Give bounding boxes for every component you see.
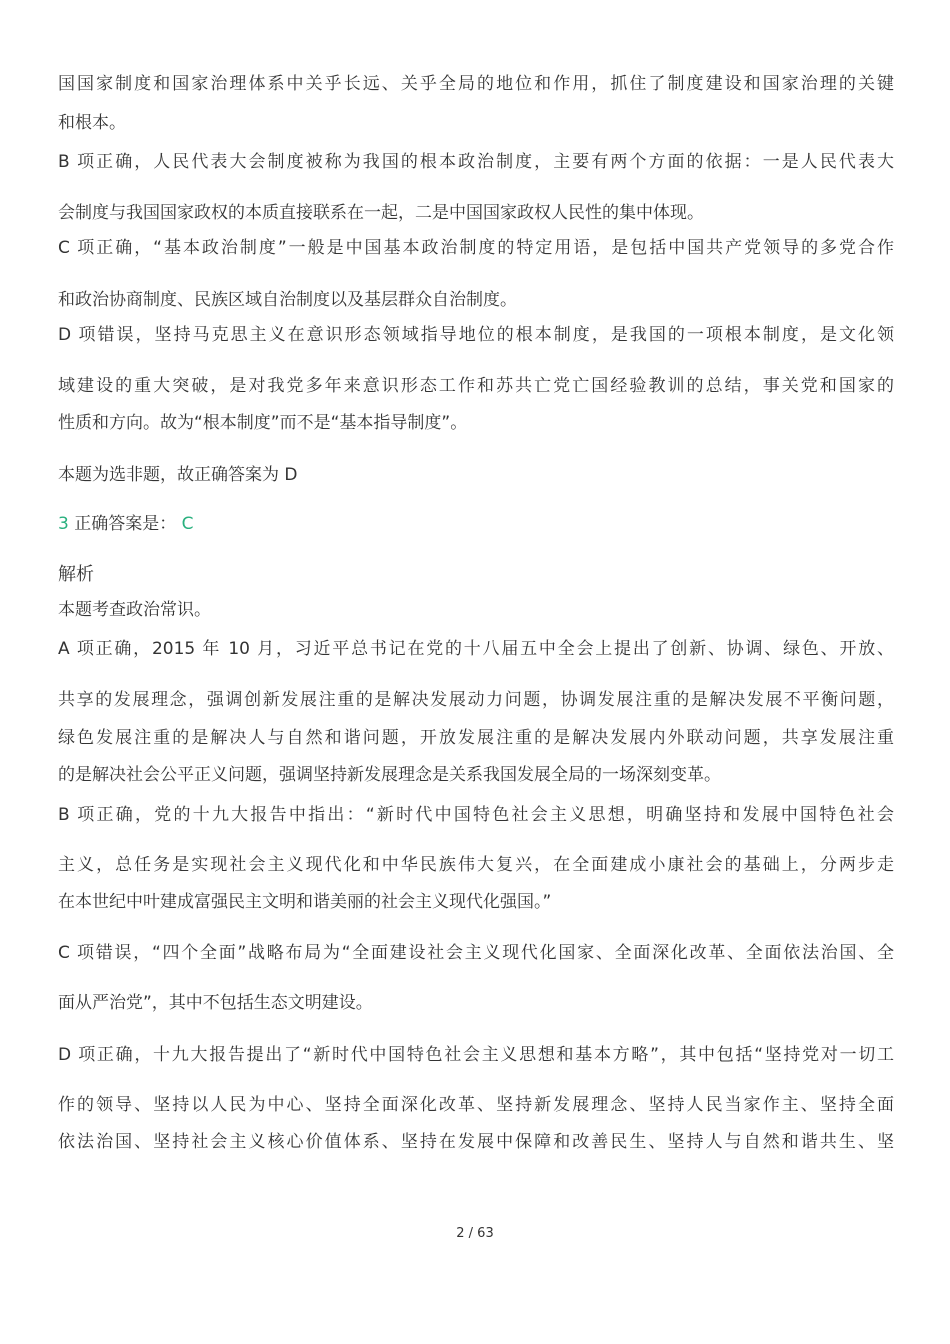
analysis-line: 主义，总任务是实现社会主义现代化和中华民族伟大复兴，在全面建成小康社会的基础上，分两步走 [58,855,894,875]
paragraph-line: 会制度与我国国家政权的本质直接联系在一起，二是中国国家政权人民性的集中体现。 [58,203,704,223]
analysis-line: A 项正确，2015 年 10 月，习近平总书记在党的十八届五中全会上提出了创新、协调、绿色、开放、 [58,639,894,659]
paragraph-line: C 项正确，“基本政治制度”一般是中国基本政治制度的特定用语，是包括中国共产党领导的多党合作 [58,238,894,258]
analysis-line: 共享的发展理念，强调创新发展注重的是解决发展动力问题，协调发展注重的是解决发展不平衡问题， [58,690,894,710]
analysis-line: 绿色发展注重的是解决人与自然和谐问题，开放发展注重的是解决发展内外联动问题，共享发展注重 [58,728,894,748]
answer-line [58,512,894,536]
page-number: 2 / 63 [456,1226,494,1241]
analysis-line: 面从严治党”，其中不包括生态文明建设。 [58,993,373,1013]
analysis-line: 作的领导、坚持以人民为中心、坚持全面深化改革、坚持新发展理念、坚持人民当家作主、坚持全面 [58,1095,894,1115]
analysis-line: 本题考查政治常识。 [58,600,211,620]
answer-label: 正确答案是： [74,514,177,534]
analysis-line: 的是解决社会公平正义问题，强调坚持新发展理念是关系我国发展全局的一场深刻变革。 [58,765,721,785]
paragraph-line: D 项错误，坚持马克思主义在意识形态领域指导地位的根本制度，是我国的一项根本制度，是文化领 [58,325,894,345]
answer-value: C [181,514,194,534]
question-number: 3 [58,514,69,534]
analysis-line: 依法治国、坚持社会主义核心价值体系、坚持在发展中保障和改善民生、坚持人与自然和谐共生、坚 [58,1132,894,1152]
paragraph-line: 和根本。 [58,113,126,133]
paragraph-line: 本题为选非题，故正确答案为 D [58,465,298,485]
analysis-line: C 项错误，“四个全面”战略布局为“全面建设社会主义现代化国家、全面深化改革、全面依法治国、全 [58,943,894,963]
paragraph-line: 性质和方向。故为“根本制度”而不是“基本指导制度”。 [58,413,468,433]
analysis-line: B 项正确，党的十九大报告中指出：“新时代中国特色社会主义思想，明确坚持和发展中国特色社会 [58,805,894,825]
paragraph-line: B 项正确，人民代表大会制度被称为我国的根本政治制度，主要有两个方面的依据：一是人民代表大 [58,152,894,172]
analysis-line: D 项正确，十九大报告提出了“新时代中国特色社会主义思想和基本方略”，其中包括“坚持党对一切工 [58,1045,894,1065]
paragraph-line: 域建设的重大突破，是对我党多年来意识形态工作和苏共亡党亡国经验教训的总结，事关党和国家的 [58,376,894,396]
paragraph-line: 国国家制度和国家治理体系中关乎长远、关乎全局的地位和作用，抓住了制度建设和国家治理的关键 [58,74,894,94]
analysis-line: 在本世纪中叶建成富强民主文明和谐美丽的社会主义现代化强国。” [58,892,552,912]
analysis-heading: 解析 [58,564,94,585]
paragraph-line: 和政治协商制度、民族区域自治制度以及基层群众自治制度。 [58,290,517,310]
